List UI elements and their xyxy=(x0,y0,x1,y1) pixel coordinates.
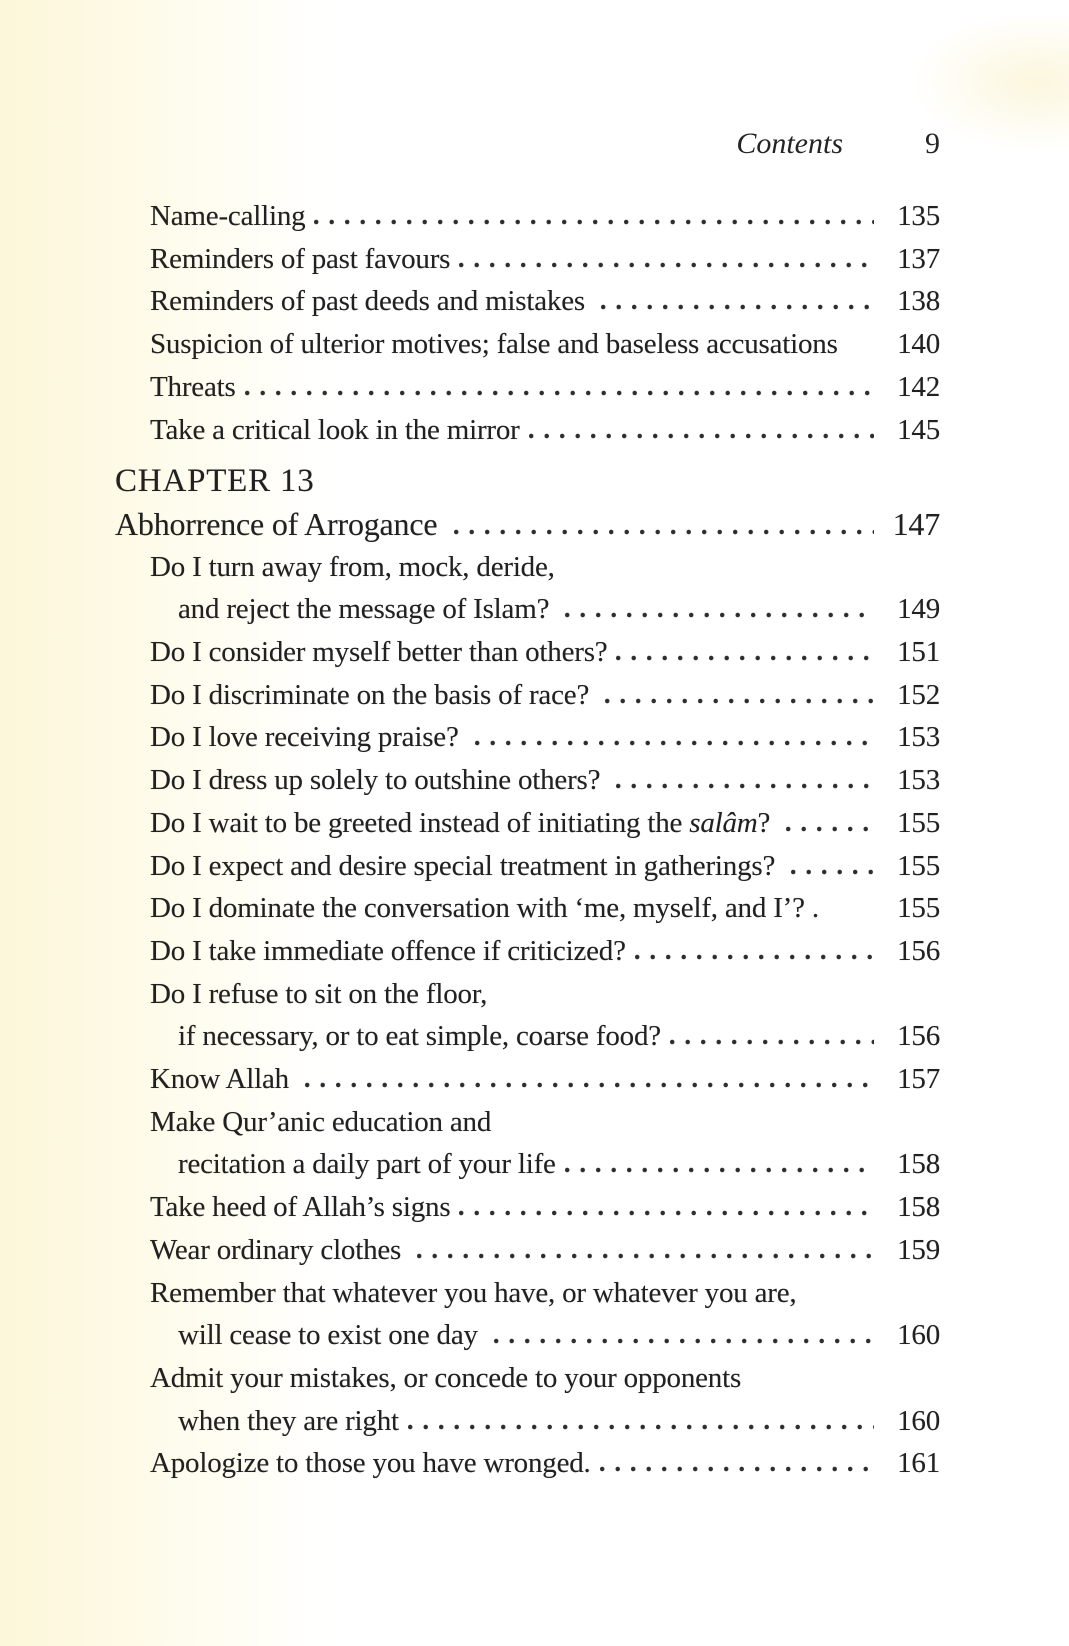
dot-leader xyxy=(791,869,874,875)
toc-page-number: 152 xyxy=(897,678,940,711)
dot-leader xyxy=(454,529,874,535)
toc-row xyxy=(115,1058,940,1101)
toc-row xyxy=(115,1229,940,1272)
toc-row xyxy=(115,1015,940,1058)
toc-row xyxy=(115,802,940,845)
toc-row xyxy=(115,1400,940,1443)
toc-entry-text: Threats xyxy=(150,370,236,403)
toc-entry-text: Reminders of past deeds and mistakes xyxy=(150,285,593,318)
chapter-number-row xyxy=(115,460,940,503)
toc-page-number: 155 xyxy=(897,892,940,925)
toc-entry-text: Do I dress up solely to outshine others? xyxy=(150,764,608,797)
toc-page-number: 156 xyxy=(897,1020,940,1053)
toc-row xyxy=(115,631,940,674)
toc-page-number: 161 xyxy=(897,1447,940,1480)
dot-leader xyxy=(600,1466,874,1472)
toc-page-number: 138 xyxy=(897,285,940,318)
toc-row xyxy=(115,845,940,888)
dot-leader xyxy=(616,655,874,661)
toc-page-number: 145 xyxy=(897,413,940,446)
toc-entry-text: Wear ordinary clothes xyxy=(150,1233,409,1266)
toc-entry-text: Abhorrence of Arrogance xyxy=(115,505,446,542)
toc-entry-text: Do I expect and desire special treatment in gatherings? xyxy=(150,849,783,882)
dot-leader xyxy=(605,698,874,704)
toc-entry-text: Admit your mistakes, or concede to your opponents xyxy=(150,1361,742,1394)
toc-entry-text: will cease to exist one day xyxy=(178,1319,485,1352)
running-head-page-number: 9 xyxy=(925,127,940,160)
toc-page-number: 153 xyxy=(897,721,940,754)
leader-space xyxy=(847,347,874,353)
table-of-contents xyxy=(115,195,940,1485)
dot-leader xyxy=(601,304,874,310)
toc-page-number: 158 xyxy=(897,1191,940,1224)
toc-page-number: 159 xyxy=(897,1233,940,1266)
toc-entry-text: Do I wait to be greeted instead of initiating the salâm? xyxy=(150,806,778,839)
toc-row xyxy=(115,238,940,281)
toc-entry-text: Suspicion of ulterior motives; false and baseless accusations xyxy=(150,328,838,361)
toc-row xyxy=(115,930,940,973)
toc-row xyxy=(115,1357,940,1400)
toc-page-number: 156 xyxy=(897,934,940,967)
toc-entry-text: recitation a daily part of your life xyxy=(178,1148,556,1181)
toc-entry-text: Apologize to those you have wronged. xyxy=(150,1447,591,1480)
toc-row xyxy=(115,546,940,589)
toc-row xyxy=(115,716,940,759)
toc-entry-text: Take a critical look in the mirror xyxy=(150,413,520,446)
toc-row xyxy=(115,973,940,1016)
toc-page-number: 155 xyxy=(897,806,940,839)
toc-entry-text: when they are right xyxy=(178,1404,399,1437)
toc-page-number: 142 xyxy=(897,370,940,403)
toc-entry-text: Do I take immediate offence if criticized? xyxy=(150,934,626,967)
dot-leader xyxy=(670,1039,874,1045)
toc-row xyxy=(115,1143,940,1186)
toc-row xyxy=(115,1442,940,1485)
toc-page-number: 155 xyxy=(897,849,940,882)
toc-page-number: 160 xyxy=(897,1319,940,1352)
toc-page-number: 137 xyxy=(897,242,940,275)
dot-leader xyxy=(786,826,874,832)
toc-row xyxy=(115,195,940,238)
toc-entry-text: Name-calling xyxy=(150,200,306,232)
dot-leader xyxy=(529,433,874,439)
toc-page-number: 147 xyxy=(892,505,940,542)
page-content xyxy=(115,126,940,1485)
dot-leader xyxy=(565,1167,874,1173)
toc-entry-text: Take heed of Allah’s signs xyxy=(150,1191,451,1224)
dot-leader xyxy=(408,1424,874,1430)
toc-row xyxy=(115,759,940,802)
chapter-title-row xyxy=(115,503,940,546)
toc-entry-text: Do I love receiving praise? xyxy=(150,721,466,754)
toc-row xyxy=(115,1101,940,1144)
toc-page-number: 157 xyxy=(897,1063,940,1096)
dot-leader xyxy=(459,1210,874,1216)
dot-leader xyxy=(475,740,874,746)
dot-leader xyxy=(494,1338,874,1344)
dot-leader xyxy=(459,262,874,268)
toc-page-number: 151 xyxy=(897,636,940,669)
toc-row xyxy=(115,366,940,409)
dot-leader xyxy=(565,612,874,618)
dot-leader xyxy=(616,783,874,789)
toc-entry-text: Do I refuse to sit on the floor, xyxy=(150,977,488,1010)
toc-entry-text: Remember that whatever you have, or whatever you are, xyxy=(150,1276,797,1309)
dot-leader xyxy=(314,219,874,225)
toc-row xyxy=(115,280,940,323)
toc-entry-text: Know Allah xyxy=(150,1063,297,1096)
toc-entry-text: Make Qur’anic education and xyxy=(150,1105,492,1138)
toc-row xyxy=(115,323,940,366)
toc-entry-text: and reject the message of Islam? xyxy=(178,593,557,626)
toc-row xyxy=(115,887,940,930)
toc-page-number: 158 xyxy=(897,1148,940,1181)
toc-entry-text: Do I dominate the conversation with ‘me, myself, and I’? . xyxy=(150,892,819,925)
toc-row xyxy=(115,588,940,631)
dot-leader xyxy=(635,954,874,960)
running-head-title: Contents xyxy=(736,127,843,160)
toc-page-number: 153 xyxy=(897,764,940,797)
page-header xyxy=(115,126,940,162)
dot-leader xyxy=(245,390,874,396)
toc-entry-text: Do I consider myself better than others? xyxy=(150,636,608,669)
toc-entry-text: Do I discriminate on the basis of race? xyxy=(150,678,597,711)
toc-entry-text: Do I turn away from, mock, deride, xyxy=(150,550,555,583)
toc-page-number: 149 xyxy=(897,593,940,626)
toc-entry-text: CHAPTER 13 xyxy=(115,463,315,500)
leader-space xyxy=(828,911,874,917)
dot-leader xyxy=(417,1253,874,1259)
dot-leader xyxy=(305,1082,874,1088)
toc-entry-text: Reminders of past favours xyxy=(150,242,451,275)
toc-page-number: 140 xyxy=(897,328,940,361)
toc-entry-text: if necessary, or to eat simple, coarse food? xyxy=(178,1020,661,1053)
toc-row xyxy=(115,674,940,717)
toc-page-number: 160 xyxy=(897,1404,940,1437)
toc-page-number: 135 xyxy=(897,200,940,232)
toc-row xyxy=(115,409,940,452)
toc-row xyxy=(115,1272,940,1315)
toc-row xyxy=(115,1314,940,1357)
toc-row xyxy=(115,1186,940,1229)
